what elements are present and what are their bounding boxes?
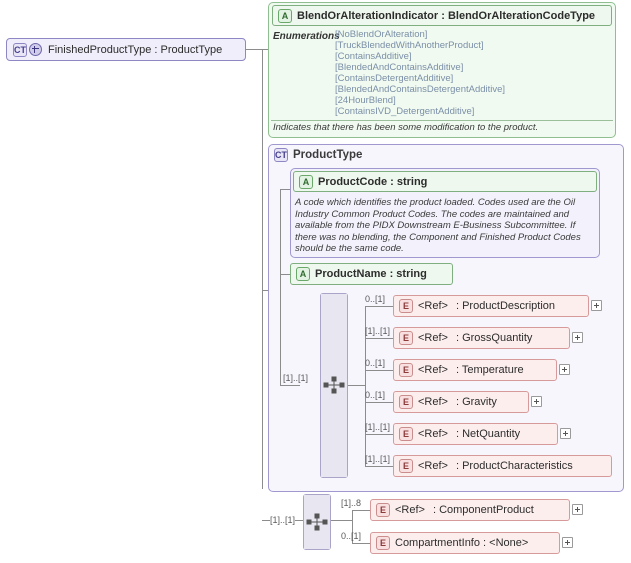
- connector-child-6: [365, 466, 393, 467]
- sequence-occurrence-label: [1]..[1]: [283, 373, 309, 383]
- connector-bottom-child-2: [352, 543, 370, 544]
- occurrence-label: [1]..[1]: [365, 326, 391, 336]
- node-component-product[interactable]: [370, 499, 570, 521]
- connector-child-1: [365, 306, 393, 307]
- node-label: : GrossQuantity: [455, 332, 533, 344]
- bottom-sequence-compositor[interactable]: [303, 494, 331, 550]
- node-finished-product-type[interactable]: [6, 38, 246, 61]
- occurrence-label: 0..[1]: [341, 531, 362, 541]
- occurrence-label: [1]..[1]: [365, 454, 391, 464]
- expand-icon[interactable]: [572, 504, 583, 515]
- connector-to-productcode: [280, 189, 290, 190]
- node-product-description[interactable]: [393, 295, 589, 317]
- node-blend-or-alteration-indicator[interactable]: [272, 5, 612, 26]
- enumerations-list: [24HourBlend]: [335, 95, 396, 106]
- connector-bottom-stub: [331, 520, 352, 521]
- bottom-sequence-occurrence-label: [1]..[1]: [270, 515, 296, 525]
- enumerations-label: Enumerations: [273, 31, 340, 42]
- enumerations-list: [ContainsIVD_DetergentAdditive]: [335, 106, 475, 117]
- connector-to-productname: [280, 274, 290, 275]
- node-ref-label: <Ref>: [418, 460, 448, 472]
- node-ref-label: <Ref>: [395, 504, 425, 516]
- node-label: : ComponentProduct: [432, 504, 534, 516]
- element-badge-icon: E: [399, 427, 413, 441]
- connector-seq-stub: [348, 385, 365, 386]
- node-label: : ProductCharacteristics: [455, 460, 573, 472]
- divider: [271, 120, 613, 121]
- node-product-name[interactable]: [290, 263, 453, 285]
- occurrence-label: [1]..8: [341, 498, 362, 508]
- node-net-quantity[interactable]: [393, 423, 558, 445]
- expand-icon[interactable]: [562, 537, 573, 548]
- element-badge-icon: E: [399, 363, 413, 377]
- connector-child-3: [365, 370, 393, 371]
- documentation-text: Indicates that there has been some modification to the product.: [273, 122, 539, 133]
- node-label: : NetQuantity: [455, 428, 521, 440]
- product-code-documentation: A code which identifies the product loaded. Codes used are the Oil Industry Common Product Codes. The codes are maintained and available from the PIDX Downstream E-Business Subcommittee. If there was no blending, the Component and Finished Product Codes should be the same code.: [295, 197, 581, 254]
- element-badge-icon: E: [399, 331, 413, 345]
- connector-root-vertical: [262, 49, 263, 489]
- expand-icon[interactable]: [559, 364, 570, 375]
- enumerations-list: [TruckBlendedWithAnotherProduct]: [335, 40, 484, 51]
- attribute-badge-icon: A: [296, 267, 310, 281]
- occurrence-label: 0..[1]: [365, 358, 386, 368]
- node-label: : Temperature: [455, 364, 524, 376]
- node-label: BlendOrAlterationIndicator : BlendOrAlterationCodeType: [297, 9, 596, 22]
- complextype-badge-icon: CT: [275, 150, 287, 160]
- node-label: ProductCode : string: [318, 175, 428, 188]
- node-label: FinishedProductType : ProductType: [48, 43, 223, 56]
- enumerations-list: [BlendedAndContainsAdditive]: [335, 62, 464, 73]
- connector-child-2: [365, 338, 393, 339]
- occurrence-label: [1]..[1]: [365, 422, 391, 432]
- node-ref-label: <Ref>: [418, 396, 448, 408]
- enumerations-list: [NoBlendOrAlteration]: [335, 29, 428, 40]
- element-badge-icon: E: [399, 395, 413, 409]
- connector-bottom-seq-in: [295, 520, 303, 521]
- connector-root-out: [246, 49, 262, 50]
- attribute-badge-icon: A: [278, 9, 292, 23]
- expand-icon[interactable]: [591, 300, 602, 311]
- enumerations-list: [BlendedAndContainsDetergentAdditive]: [335, 84, 506, 95]
- node-label: CompartmentInfo : <None>: [395, 537, 529, 549]
- enumerations-list: [ContainsAdditive]: [335, 51, 412, 62]
- node-ref-label: <Ref>: [418, 428, 448, 440]
- expand-icon[interactable]: [560, 428, 571, 439]
- element-badge-icon: E: [376, 536, 390, 550]
- node-gross-quantity[interactable]: [393, 327, 570, 349]
- occurrence-label: 0..[1]: [365, 390, 386, 400]
- node-product-characteristics[interactable]: [393, 455, 612, 477]
- node-compartment-info[interactable]: [370, 532, 560, 554]
- expand-icon[interactable]: [572, 332, 583, 343]
- node-gravity[interactable]: [393, 391, 529, 413]
- node-label: : Gravity: [455, 396, 497, 408]
- expand-icon[interactable]: [531, 396, 542, 407]
- enumerations-list: [ContainsDetergentAdditive]: [335, 73, 454, 84]
- element-badge-icon: E: [376, 503, 390, 517]
- product-type-title: ProductType: [293, 149, 363, 161]
- product-type-header: [274, 148, 362, 162]
- element-badge-icon: E: [399, 299, 413, 313]
- node-label: ProductName : string: [315, 268, 427, 280]
- node-temperature[interactable]: [393, 359, 557, 381]
- node-ref-label: <Ref>: [418, 300, 448, 312]
- complextype-badge-icon: CT: [14, 44, 26, 55]
- connector-bottom-child-1: [352, 510, 370, 511]
- connector-producttype-vertical: [280, 189, 281, 385]
- connector-to-sequence: [280, 385, 300, 386]
- node-ref-label: <Ref>: [418, 364, 448, 376]
- connector-child-4: [365, 402, 393, 403]
- sequence-compositor[interactable]: [320, 293, 348, 478]
- expand-collapse-icon[interactable]: [29, 43, 42, 56]
- occurrence-label: 0..[1]: [365, 294, 386, 304]
- node-ref-label: <Ref>: [418, 332, 448, 344]
- connector-child-5: [365, 434, 393, 435]
- element-badge-icon: E: [399, 459, 413, 473]
- node-product-code[interactable]: [293, 171, 597, 192]
- connector-to-bottom-seq: [262, 520, 270, 521]
- node-label: : ProductDescription: [455, 300, 556, 312]
- attribute-badge-icon: A: [299, 175, 313, 189]
